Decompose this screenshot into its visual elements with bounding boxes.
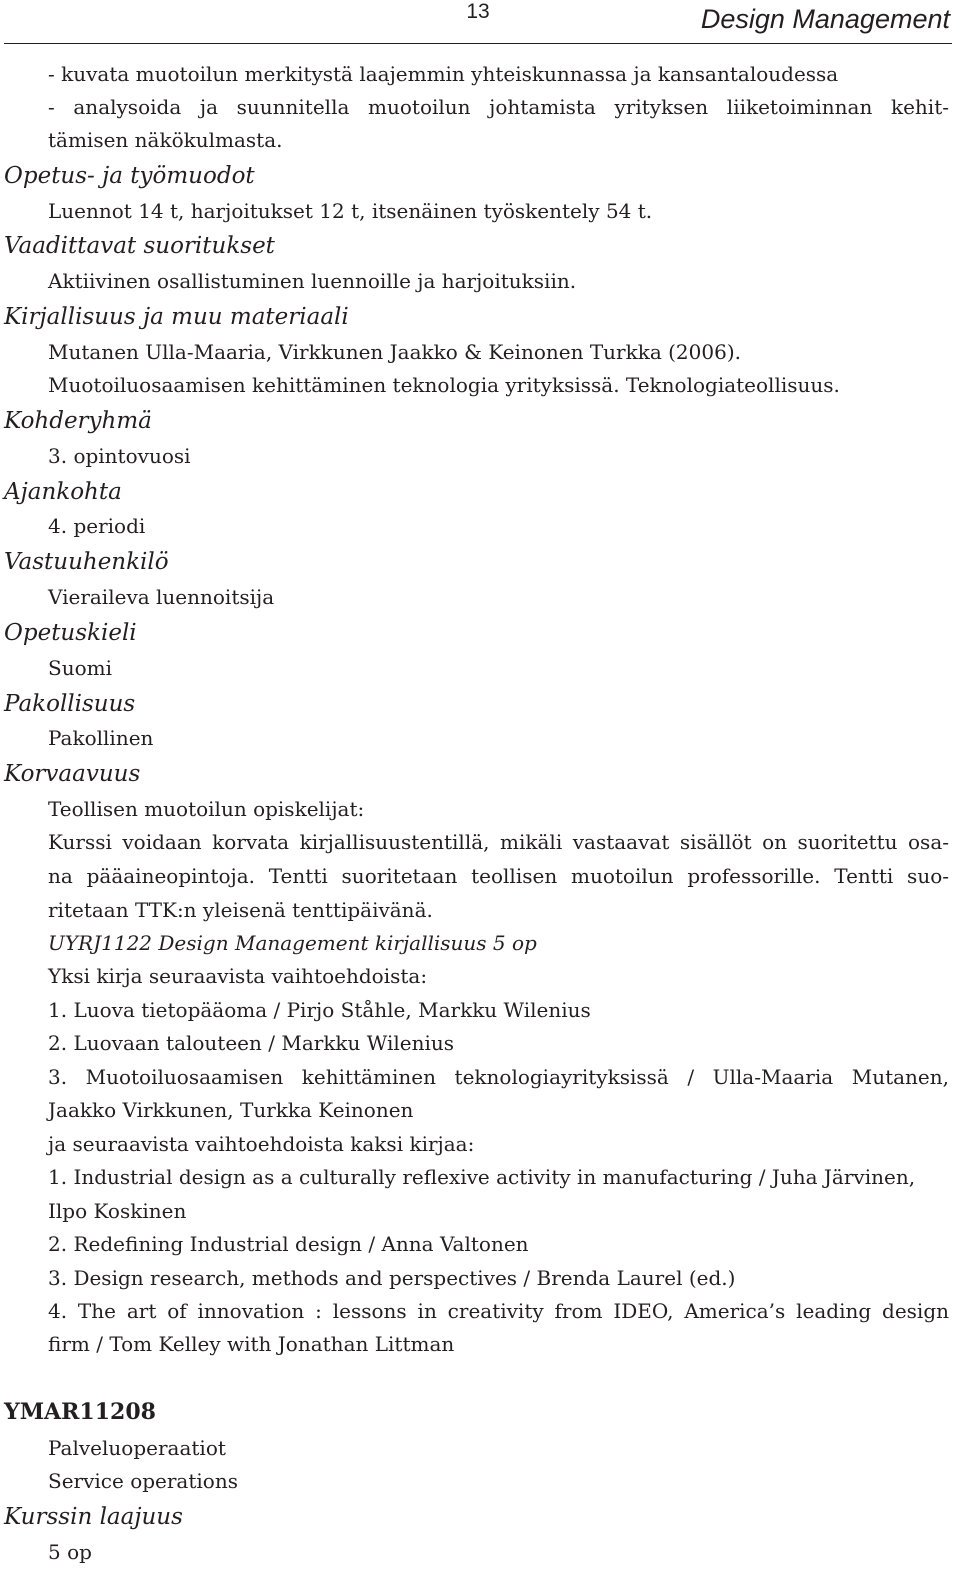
section-text-opetus: Luennot 14 t, harjoitukset 12 t, itsenäinen työskentely 54 t. — [48, 199, 653, 223]
section-heading-kirjallisuus: Kirjallisuus ja muu materiaali — [4, 304, 349, 330]
course-name-en: Service operations — [48, 1469, 238, 1493]
section-heading-ajankohta: Ajankohta — [4, 479, 122, 505]
literature-option: 3. Muotoiluosaamisen kehittäminen teknologiayrityksissä / Ulla-Maaria Mutanen, — [48, 1065, 949, 1089]
section-heading-pakollisuus: Pakollisuus — [4, 691, 136, 717]
header-rule — [4, 43, 952, 44]
literature-option: 3. Design research, methods and perspectives / Brenda Laurel (ed.) — [48, 1266, 736, 1290]
section-heading-vaaditut: Vaadittavat suoritukset — [4, 233, 275, 259]
literature-instruction: ja seuraavista vaihtoehdoista kaksi kirjaa: — [48, 1132, 475, 1156]
literature-option: 1. Luova tietopääoma / Pirjo Ståhle, Markku Wilenius — [48, 998, 591, 1022]
literature-option: 4. The art of innovation : lessons in creativity from IDEO, America’s leading design — [48, 1299, 949, 1323]
literature-option: Ilpo Koskinen — [48, 1199, 187, 1223]
literature-option: 1. Industrial design as a culturally reflexive activity in manufacturing / Juha Järvinen, — [48, 1165, 916, 1189]
section-text-kirjallisuus: Muotoiluosaamisen kehittäminen teknologia yrityksissä. Teknologiateollisuus. — [48, 373, 840, 397]
section-heading-opetus: Opetus- ja työmuodot — [4, 163, 255, 189]
section-heading-laajuus: Kurssin laajuus — [4, 1504, 183, 1530]
section-text-vaaditut: Aktiivinen osallistuminen luennoille ja harjoituksiin. — [48, 269, 577, 293]
section-text-korvaavuus: Kurssi voidaan korvata kirjallisuustentillä, mikäli vastaavat sisällöt on suoritettu osa- — [48, 830, 949, 854]
section-text-korvaavuus: ritetaan TTK:n yleisenä tenttipäivänä. — [48, 898, 433, 922]
literature-option: 2. Redefining Industrial design / Anna Valtonen — [48, 1232, 529, 1256]
running-title: Design Management — [700, 4, 950, 34]
literature-option: firm / Tom Kelley with Jonathan Littman — [48, 1332, 455, 1356]
objective-line: tämisen näkökulmasta. — [48, 128, 283, 152]
section-text-kirjallisuus: Mutanen Ulla-Maaria, Virkkunen Jaakko & Keinonen Turkka (2006). — [48, 340, 741, 364]
section-text-korvaavuus: Teollisen muotoilun opiskelijat: — [48, 797, 365, 821]
literature-instruction: Yksi kirja seuraavista vaihtoehdoista: — [48, 964, 428, 988]
course-reference: UYRJ1122 Design Management kirjallisuus 5 op — [48, 931, 537, 955]
section-heading-korvaavuus: Korvaavuus — [4, 761, 141, 787]
literature-option: 2. Luovaan talouteen / Markku Wilenius — [48, 1031, 455, 1055]
course-code: YMAR11208 — [4, 1399, 156, 1425]
section-text-laajuus: 5 op — [48, 1540, 92, 1564]
section-heading-opetuskieli: Opetuskieli — [4, 620, 137, 646]
page-number: 13 — [466, 0, 490, 23]
course-name-fi: Palveluoperaatiot — [48, 1436, 226, 1460]
section-heading-kohderyhma: Kohderyhmä — [4, 408, 152, 434]
section-heading-vastuuhenkilo: Vastuuhenkilö — [4, 549, 169, 575]
section-text-vastuuhenkilo: Vieraileva luennoitsija — [48, 585, 275, 609]
section-text-korvaavuus: na pääaineopintoja. Tentti suoritetaan teollisen muotoilun professorille. Tentti suo- — [48, 864, 949, 888]
section-text-kohderyhma: 3. opintovuosi — [48, 444, 191, 468]
page-header — [0, 0, 960, 46]
objective-line: - analysoida ja suunnitella muotoilun johtamista yrityksen liiketoiminnan kehit- — [48, 95, 949, 119]
literature-option: Jaakko Virkkunen, Turkka Keinonen — [48, 1098, 414, 1122]
section-text-pakollisuus: Pakollinen — [48, 726, 154, 750]
section-text-ajankohta: 4. periodi — [48, 514, 146, 538]
objective-line: - kuvata muotoilun merkitystä laajemmin yhteiskunnassa ja kansantaloudessa — [48, 62, 839, 86]
section-text-opetuskieli: Suomi — [48, 656, 112, 680]
